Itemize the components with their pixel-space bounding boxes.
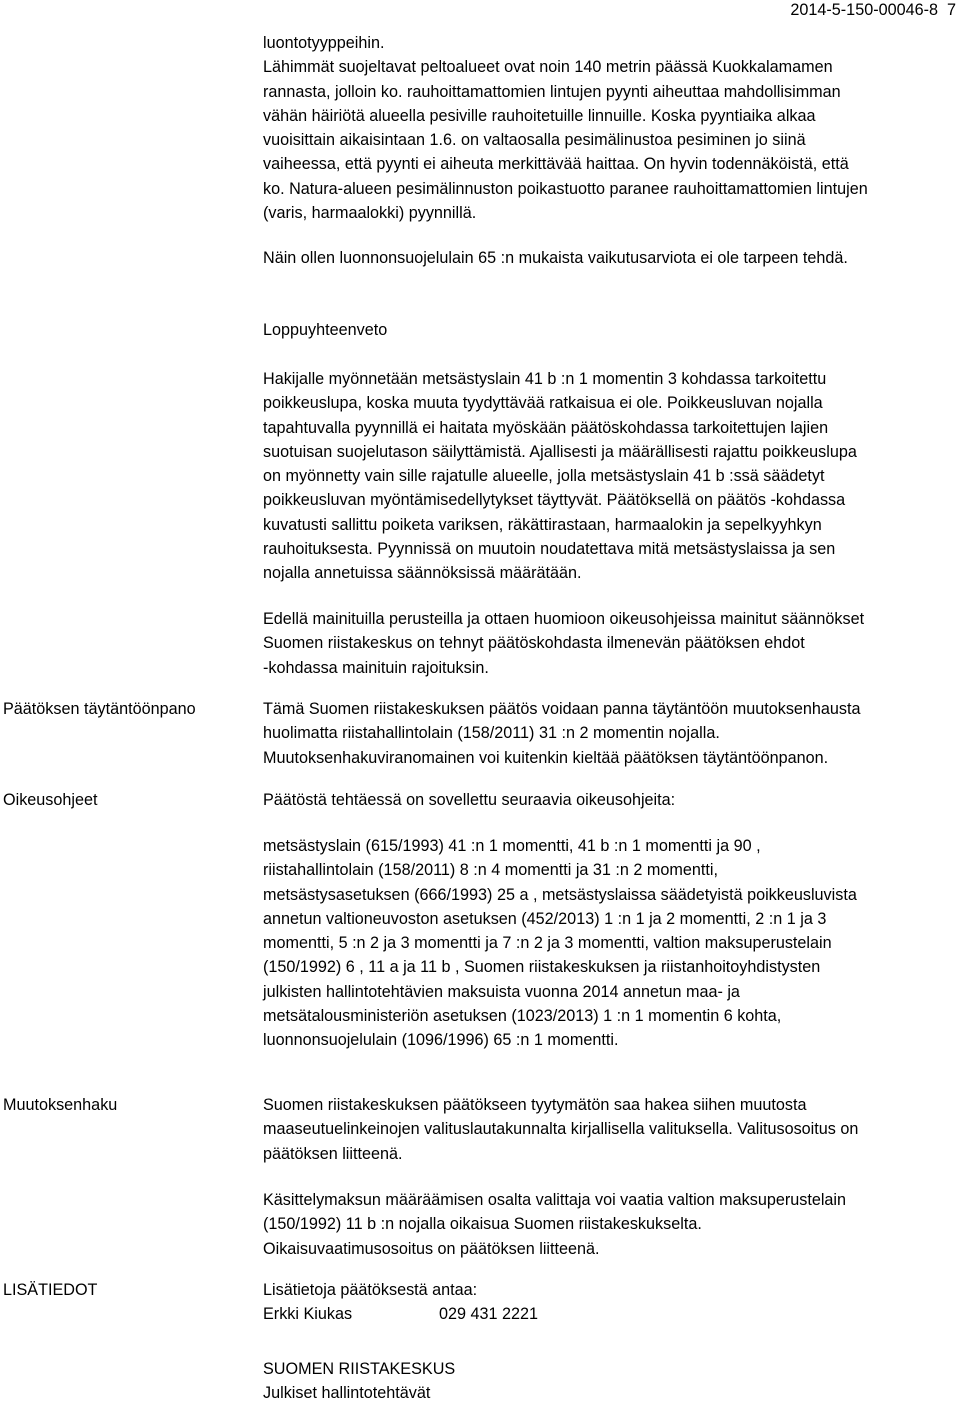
text-line: annetun valtioneuvoston asetuksen (452/2013) 1 :n 1 ja 2 momentti, 2 :n 1 ja 3 (263, 909, 827, 928)
contact-name: Erkki Kiukas (263, 1305, 353, 1324)
text-line: Lisätietoja päätöksestä antaa: (263, 1281, 478, 1299)
text-line: metsästysasetuksen (666/1993) 25 a , metsästyslaissa säädetyistä poikkeusluvista (263, 885, 857, 904)
summary-paragraph-2 (263, 607, 958, 680)
text-line: (150/1992) 6 , 11 a ja 11 b , Suomen riistakeskuksen ja riistanhoitoyhdistysten (263, 958, 821, 977)
text-line: rannasta, jolloin ko. rauhoittamattomien lintujen pyynti aiheuttaa mahdollisimman (263, 82, 841, 101)
text-line: Oikaisuvaatimusosoitus on päätöksen liitteenä. (263, 1239, 600, 1258)
appeal-label: Muutoksenhaku (3, 1096, 118, 1114)
text-line: riistahallintolain (158/2011) 8 :n 4 momentti ja 31 :n 2 momentti, (263, 861, 718, 880)
text-line: kuvatusti sallittu poiketa variksen, räkättirastaan, harmaalokin ja sepelkyyhkyn (263, 515, 822, 534)
text-line: Suomen riistakeskuksen päätökseen tyytymätön saa hakea siihen muutosta (263, 1096, 807, 1114)
summary-paragraph-1 (263, 367, 958, 586)
section-heading: Loppuyhteenveto (263, 321, 388, 339)
text-line: -kohdassa mainituin rajoituksin. (263, 658, 489, 677)
text-line: poikkeusluvan myöntämisedellytykset täyttyvät. Päätöksellä on päätös -kohdassa (263, 491, 846, 510)
page-number: 7 (946, 1, 956, 19)
text-line: ko. Natura-alueen pesimälinnuston poikastuotto paranee rauhoittamattomien lintujen (263, 179, 868, 198)
text-line: Hakijalle myönnetään metsästyslain 41 b :n 1 momentin 3 kohdassa tarkoitettu (263, 370, 827, 388)
text-line: metsätalousministeriön asetuksen (1023/2013) 1 :n 1 momentin 6 kohta, (263, 1007, 782, 1026)
text-line: julkisten hallintotehtävien maksuista vuonna 2014 annetun maa- ja (263, 982, 740, 1001)
text-line: momentti, 5 :n 2 ja 3 momentti ja 7 :n 2 ja 3 momentti, valtion maksuperustelain (263, 934, 832, 953)
organization-unit: Julkiset hallintotehtävät (263, 1384, 431, 1403)
appeal-paragraph-1 (263, 1093, 958, 1166)
legal-basis-list (263, 834, 958, 1053)
text-line: Edellä mainituilla perusteilla ja ottaen huomioon oikeusohjeissa mainitut säännökset (263, 610, 865, 628)
text-line: Muutoksenhakuviranomainen voi kuitenkin kieltää päätöksen täytäntöönpanon. (263, 748, 829, 767)
more-info-label: LISÄTIEDOT (3, 1281, 98, 1299)
text-line: maaseutuelinkeinojen valituslautakunnalta kirjallisella valituksella. Valitusosoitus on (263, 1120, 859, 1139)
contact-line (263, 1302, 958, 1326)
enforcement-text (263, 697, 958, 770)
text-line: Tämä Suomen riistakeskuksen päätös voidaan panna täytäntöön muutoksenhausta (263, 700, 861, 718)
text-line: rauhoituksesta. Pyynnissä on muutoin noudatettava mitä metsästyslaissa ja sen (263, 540, 836, 559)
text-line: luontotyyppeihin. (263, 34, 385, 52)
more-info-text (263, 1278, 958, 1327)
footer-signature (263, 1357, 958, 1406)
text-line: nojalla annetuissa säännöksissä määrätään. (263, 564, 582, 583)
intro-paragraph (263, 31, 958, 225)
natura-conclusion (263, 246, 958, 270)
text-line: Näin ollen luonnonsuojelulain 65 :n mukaista vaikutusarviota ei ole tarpeen tehdä. (263, 249, 848, 267)
text-line: Päätöstä tehtäessä on sovellettu seuraavia oikeusohjeita: (263, 791, 676, 809)
text-line: Lähimmät suojeltavat peltoalueet ovat noin 140 metrin päässä Kuokkalamamen (263, 58, 833, 77)
text-line: Suomen riistakeskus on tehnyt päätöskohdasta ilmenevän päätöksen ehdot (263, 634, 805, 653)
text-line: vähän häiriötä alueella pesiville rauhoitetuille linnuille. Koska pyyntiaika alkaa (263, 106, 816, 125)
contact-phone: 029 431 2221 (439, 1305, 539, 1324)
text-line: huolimatta riistahallintolain (158/2011) 31 :n 2 momentin nojalla. (263, 724, 720, 743)
text-line: on myönnetty vain sille rajatulle alueelle, jolla metsästyslain 41 b :ssä säädetyt (263, 467, 825, 486)
enforcement-label: Päätöksen täytäntöönpano (3, 700, 196, 718)
legal-basis-label: Oikeusohjeet (3, 791, 98, 809)
summary-heading (263, 318, 958, 342)
text-line: (150/1992) 11 b :n nojalla oikaisua Suomen riistakeskukselta. (263, 1215, 702, 1234)
text-line: metsästyslain (615/1993) 41 :n 1 momentti, 41 b :n 1 momentti ja 90 , (263, 837, 761, 855)
text-line: Käsittelymaksun määräämisen osalta valittaja voi vaatia valtion maksuperustelain (263, 1191, 847, 1209)
text-line: luonnonsuojelulain (1096/1996) 65 :n 1 momentti. (263, 1031, 619, 1050)
legal-basis-intro (263, 788, 958, 812)
text-line: vaiheessa, että pyynti ei aiheuta merkittävää haittaa. On hyvin todennäköistä, että (263, 155, 849, 174)
text-line: tapahtuvalla pyynnillä ei haitata myöskään päätöskohdassa tarkoitettujen lajien (263, 418, 829, 437)
text-line: (varis, harmaalokki) pyynnillä. (263, 204, 477, 223)
text-line: suotuisan suojelutason säilyttämistä. Ajallisesti ja määrällisesti rajattu poikkeuslupa (263, 442, 857, 461)
text-line: poikkeuslupa, koska muuta tyydyttävää ratkaisua ei ole. Poikkeusluvan nojalla (263, 394, 823, 413)
text-line: päätöksen liitteenä. (263, 1144, 403, 1163)
appeal-paragraph-2 (263, 1188, 958, 1261)
organization-name: SUOMEN RIISTAKESKUS (263, 1360, 456, 1378)
text-line: vuoisittain aikaisintaan 1.6. on valtaosalla pesimälinustoa pesiminen jo siinä (263, 131, 806, 150)
document-reference: 2014-5-150-00046-8 (790, 1, 938, 19)
